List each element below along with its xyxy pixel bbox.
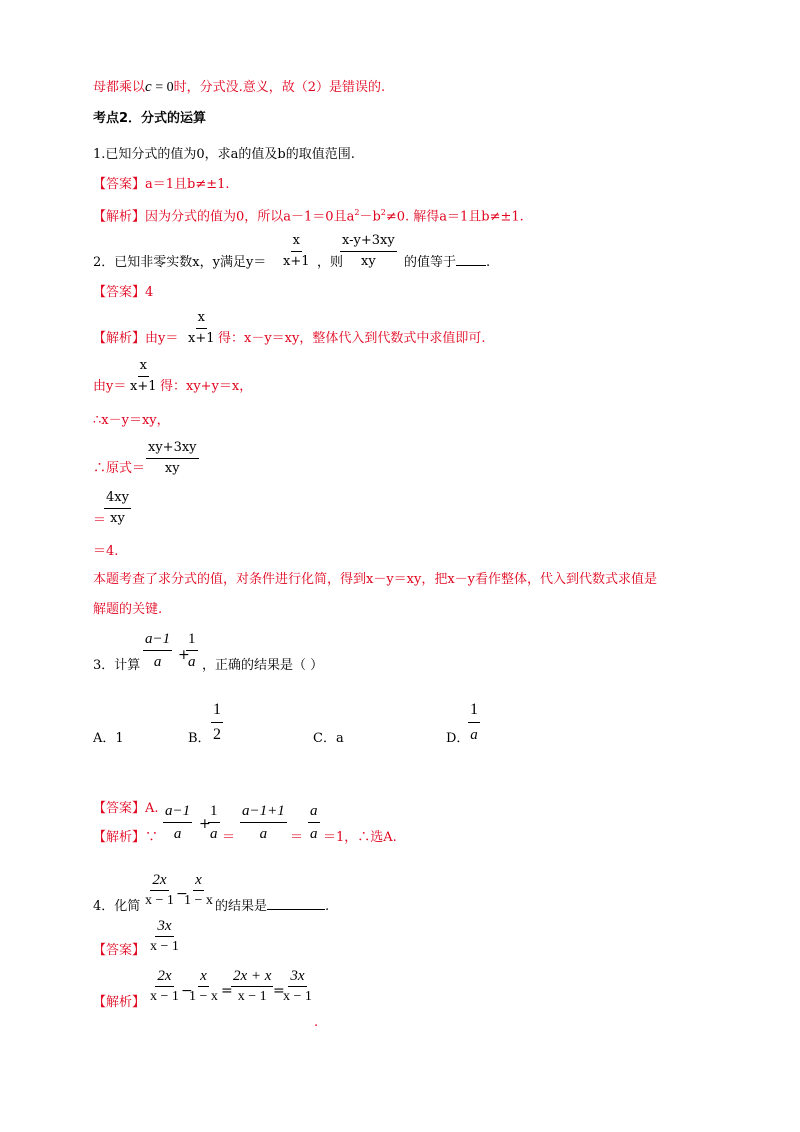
analysis-tag: 【解析】 — [93, 209, 146, 225]
q3-analysis-tag — [93, 829, 158, 847]
q3-a1-frac — [163, 802, 192, 843]
q1-answer-text: a＝1且b≠±1. — [145, 177, 230, 192]
equals-sign: = — [221, 983, 233, 999]
frac-num: 4xy — [104, 490, 131, 509]
frac-num: a — [308, 802, 320, 823]
trailing-dot: . — [314, 1015, 319, 1030]
frac-den: a — [153, 654, 162, 670]
frac-num: a−1 — [143, 630, 172, 651]
frac-num: 1 — [186, 630, 198, 651]
q4-answer-frac — [150, 918, 179, 955]
q1-analysis-pre: 因为分式的值为0，所以a－1＝0且a — [145, 209, 355, 225]
q2-line2-a: 由y＝ — [93, 379, 127, 394]
equals-sign: = — [273, 983, 285, 999]
intro-after: 时，分式没.意义，故（2）是错误的. — [173, 80, 386, 95]
frac-num: x — [198, 968, 209, 987]
q4-answer-tag: 【答案】 — [93, 943, 146, 958]
q2-line4-a: ∴原式＝ — [93, 461, 146, 476]
answer-tag: 【答案】 — [93, 285, 146, 300]
q4-frac2 — [184, 872, 213, 909]
frac-num: 2x — [150, 872, 168, 891]
frac-num: x — [193, 872, 204, 891]
frac-num: a−1+1 — [240, 802, 287, 823]
q2-stem-c-text: 的值等于 — [404, 255, 457, 270]
q4-stem-b-text: 的结果是 — [215, 899, 268, 914]
q3-frac2 — [186, 630, 198, 671]
q4-s3-frac — [231, 968, 273, 1005]
frac-den: a — [259, 826, 268, 842]
frac-num: 2x — [155, 968, 173, 987]
q3-answer-text: A. — [145, 801, 159, 816]
q3-stem-a: 3．计算 — [93, 658, 141, 673]
intro-math-var: c — [145, 79, 152, 95]
frac-num: 2x + x — [231, 968, 273, 987]
minus-sign: − — [176, 886, 188, 902]
plus-sign: + — [199, 816, 211, 832]
frac-num: 1 — [468, 700, 480, 723]
frac-den: x+1 — [283, 254, 310, 269]
q3-a4-frac — [308, 802, 320, 843]
q4-stem-a: 4．化简 — [93, 899, 141, 914]
q3-option-b: B． — [188, 731, 211, 746]
q2-stem-a: 2．已知非零实数x，y满足y＝ — [93, 255, 267, 270]
q2-analysis-a-text: 由y＝ — [145, 331, 179, 346]
frac-den: 2 — [213, 726, 221, 743]
q1-sup1: 2 — [354, 208, 360, 217]
frac-den: x − 1 — [150, 939, 179, 954]
q3-optd-frac — [468, 700, 480, 745]
q2-answer — [93, 284, 153, 302]
plus-sign: + — [178, 647, 190, 663]
q3-option-c: C．a — [313, 731, 344, 746]
q3-stem-b: ，正确的结果是（ ） — [202, 658, 324, 673]
q3-tail: ＝1，∴选A. — [323, 830, 397, 845]
q2-line5-frac — [104, 490, 131, 527]
q2-line6: ＝4. — [93, 544, 119, 559]
q2-line2-frac — [130, 358, 157, 395]
frac-num: 3x — [288, 968, 306, 987]
q2-analysis-frac — [188, 310, 215, 347]
frac-num: x — [138, 358, 149, 377]
q3-a3-frac — [240, 802, 287, 843]
q2-stem-c — [404, 254, 490, 272]
q2-stem-b: ，则 — [317, 255, 344, 270]
intro-line — [93, 78, 385, 97]
frac-den: a — [470, 727, 478, 743]
q3-frac1 — [143, 630, 172, 671]
q1-stem: 1.已知分式的值为0，求a的值及b的取值范围. — [93, 147, 355, 162]
q2-line5-a: ＝ — [93, 513, 107, 528]
q3-optb-frac — [211, 700, 223, 745]
frac-num: x — [291, 233, 302, 252]
frac-den: x+1 — [130, 379, 157, 394]
q1-sup2: 2 — [380, 208, 386, 217]
equals-sign: ＝ — [222, 830, 236, 845]
q2-frac2 — [340, 233, 397, 270]
frac-num: x — [196, 310, 207, 329]
frac-den: xy — [361, 254, 376, 269]
frac-den: a — [173, 826, 182, 842]
frac-num: xy+3xy — [146, 440, 199, 459]
frac-num: 3x — [155, 918, 173, 937]
frac-den: 1 − x — [184, 893, 213, 908]
q1-answer — [93, 176, 230, 194]
frac-den: x − 1 — [283, 989, 312, 1004]
section-title: 考点2．分式的运算 — [93, 111, 207, 126]
minus-sign: − — [181, 983, 193, 999]
q4-stem-b — [215, 898, 329, 916]
frac-num: 1 — [208, 802, 220, 823]
frac-num: a−1 — [163, 802, 192, 823]
q2-stem-end: . — [486, 255, 491, 270]
intro-before: 母都乘以 — [93, 80, 146, 95]
analysis-tag: 【解析】 — [93, 331, 146, 346]
frac-den: x − 1 — [150, 989, 179, 1004]
q3-answer — [93, 800, 159, 818]
q2-line2-b: 得：xy+y＝x， — [160, 379, 253, 394]
q3-option-d: D． — [446, 731, 470, 746]
q4-s2-frac — [189, 968, 218, 1005]
q2-line3: ∴x－y＝xy， — [93, 413, 170, 428]
q2-line4-frac — [146, 440, 199, 477]
intro-math-eq: = 0 — [151, 80, 174, 95]
q2-frac1 — [283, 233, 310, 270]
q4-stem-end: . — [325, 899, 330, 914]
frac-den: a — [210, 826, 218, 842]
q4-s4-frac — [283, 968, 312, 1005]
frac-den: x − 1 — [237, 989, 267, 1004]
q1-analysis-post: ≠0. 解得a＝1且b≠±1. — [385, 209, 524, 225]
q3-a2-frac — [208, 802, 220, 843]
blank-line — [456, 265, 486, 266]
analysis-tag: 【解析】 — [93, 830, 146, 845]
frac-den: xy — [164, 461, 180, 476]
q2-summary-2: 解题的关键. — [93, 602, 163, 617]
q1-analysis — [93, 204, 524, 226]
frac-den: x+1 — [188, 331, 215, 346]
frac-den: a — [310, 826, 318, 842]
q2-analysis-a — [93, 330, 178, 348]
frac-num: 1 — [211, 700, 223, 723]
q2-answer-text: 4 — [145, 285, 154, 300]
q4-analysis-tag: 【解析】 — [93, 995, 146, 1010]
frac-den: xy — [110, 511, 125, 526]
frac-den: a — [188, 654, 196, 670]
because-symbol: ∵ — [145, 830, 159, 845]
frac-num: x-y+3xy — [340, 233, 397, 252]
equals-sign: ＝ — [290, 830, 304, 845]
blank-line — [267, 909, 325, 910]
q1-analysis-mid: －b — [359, 209, 381, 225]
answer-tag: 【答案】 — [93, 801, 146, 816]
q4-frac1 — [145, 872, 174, 909]
answer-tag: 【答案】 — [93, 177, 146, 192]
q2-summary-1: 本题考查了求分式的值，对条件进行化简，得到x－y＝xy，把x－y看作整体，代入到代数式求值是 — [93, 572, 658, 587]
frac-den: 1 − x — [189, 989, 218, 1004]
q2-analysis-b: 得：x－y＝xy，整体代入到代数式中求值即可. — [218, 331, 486, 346]
frac-den: x − 1 — [145, 893, 174, 908]
q3-option-a: A．1 — [93, 731, 124, 746]
q4-s1-frac — [150, 968, 179, 1005]
